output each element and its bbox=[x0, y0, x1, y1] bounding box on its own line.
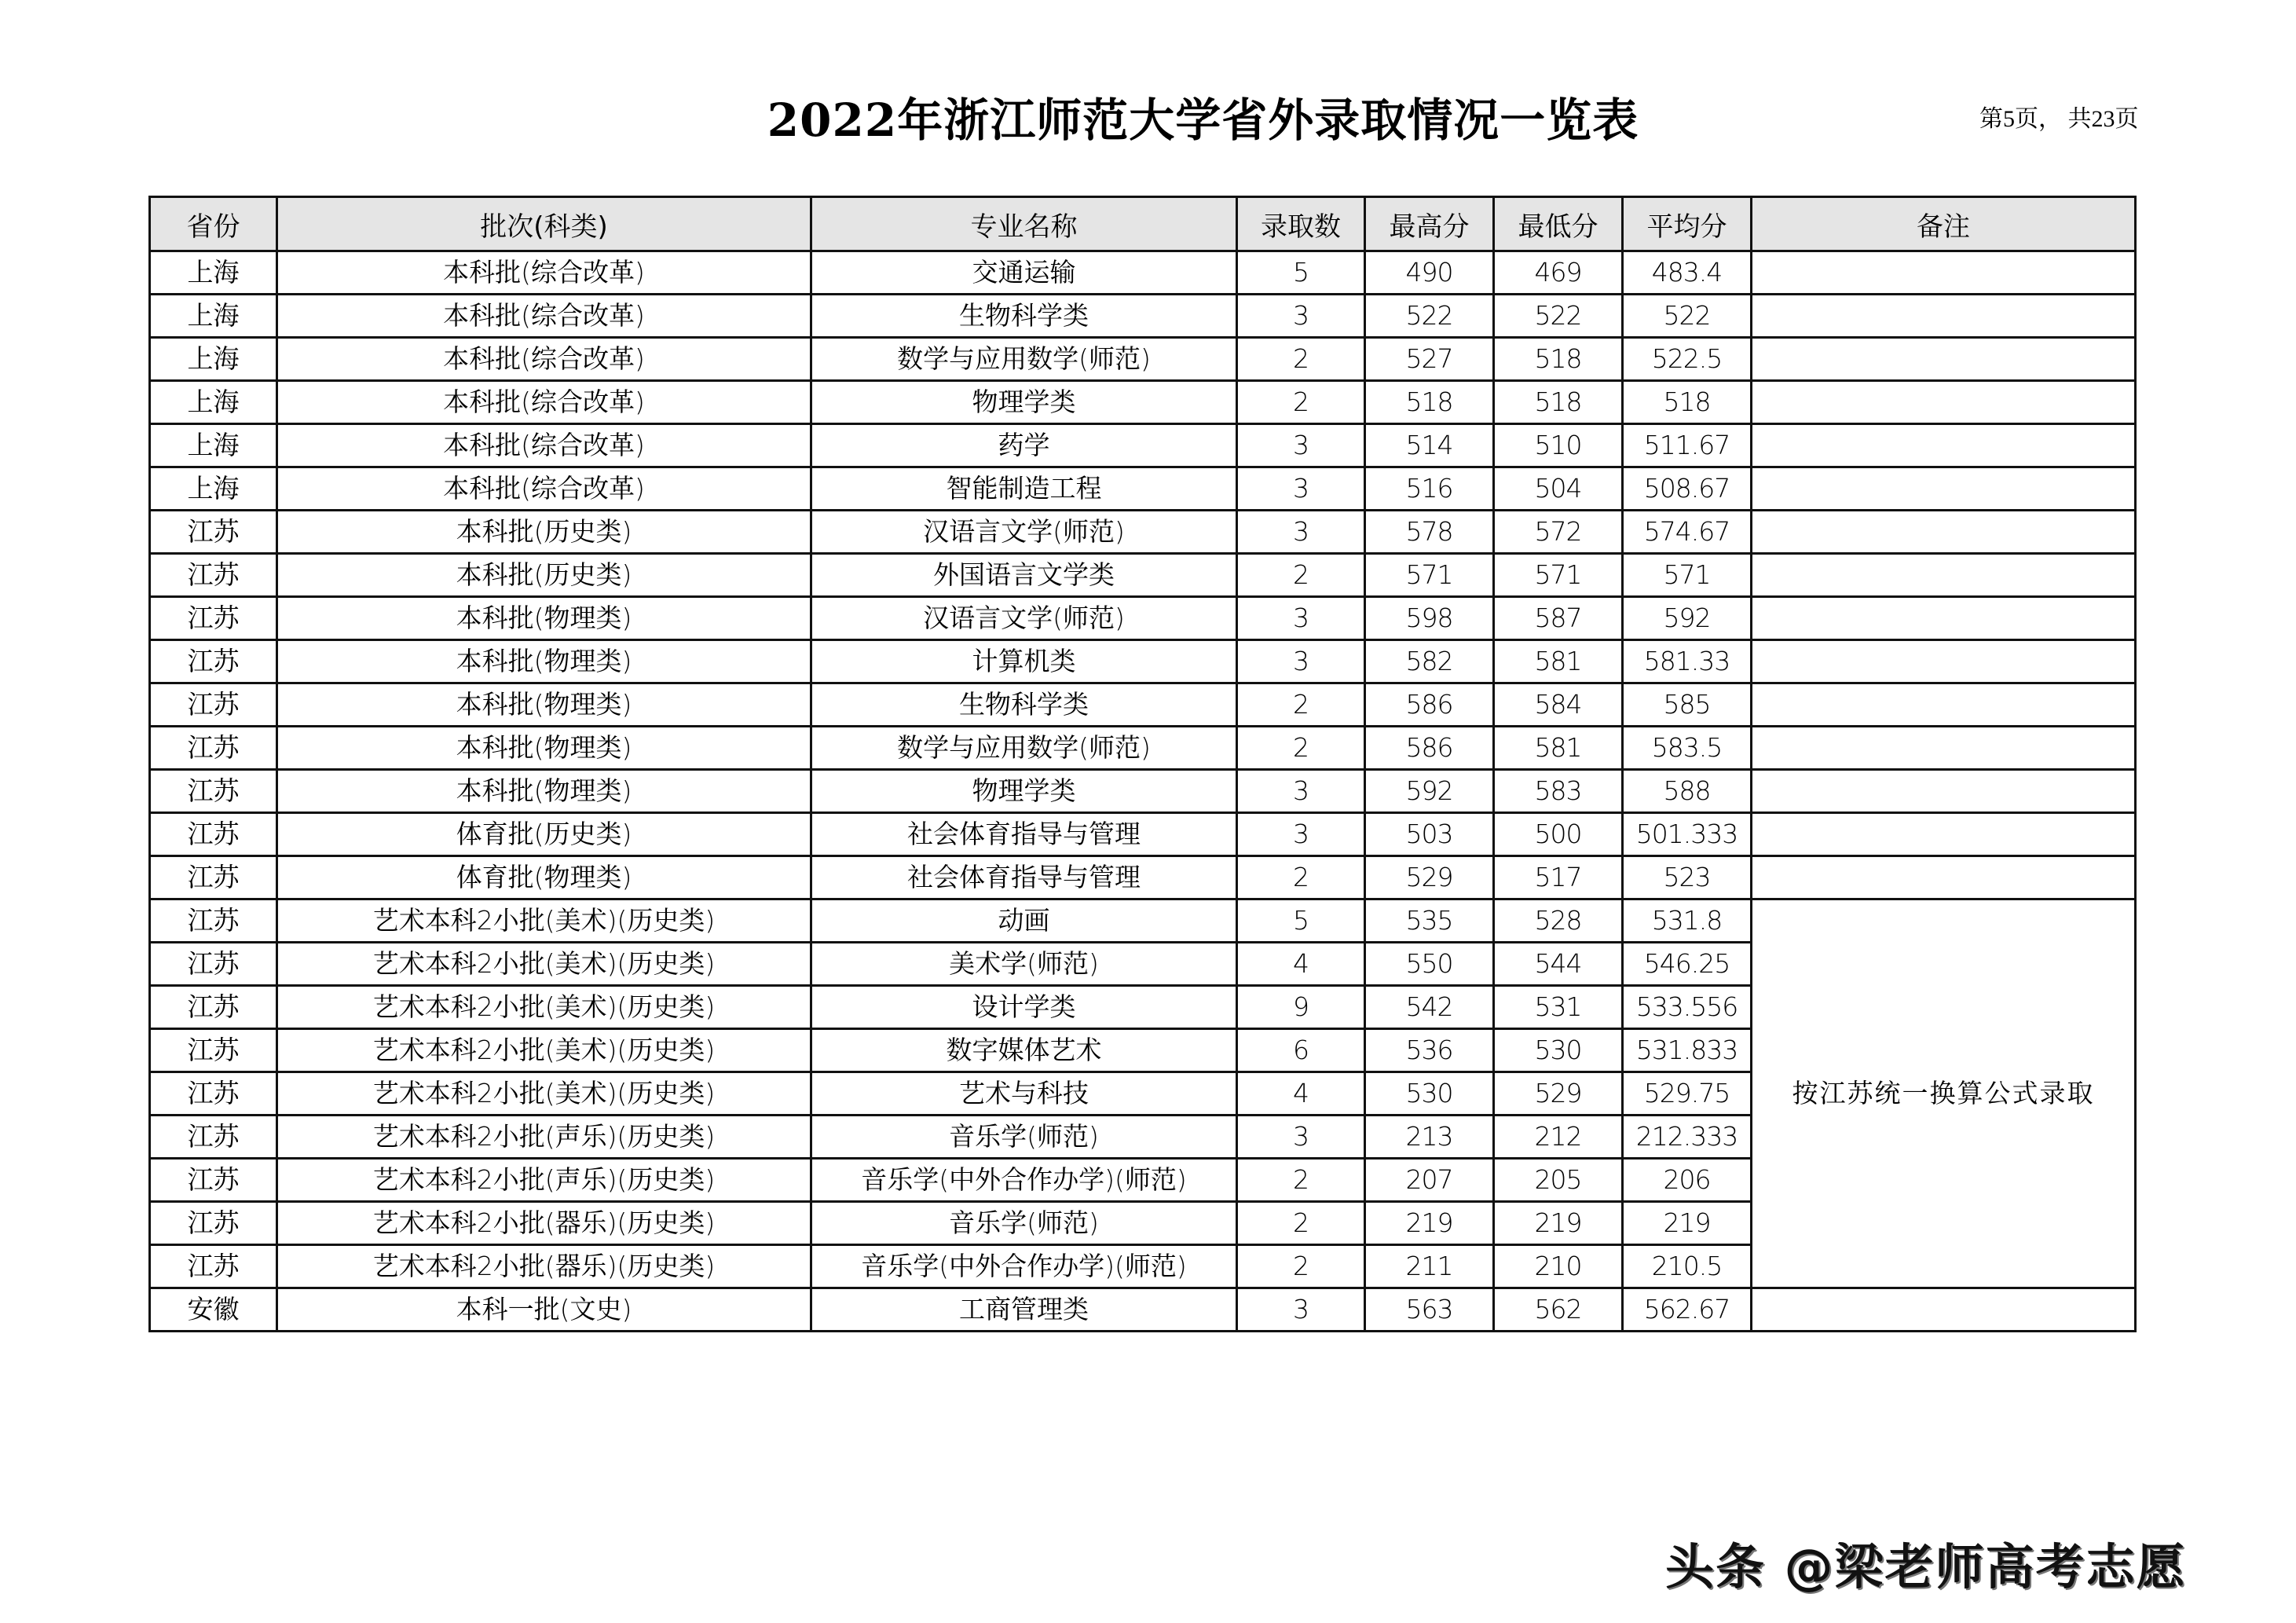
count-cell: 6 bbox=[1237, 1029, 1365, 1072]
remark-cell bbox=[1752, 424, 2136, 467]
table-body bbox=[150, 251, 2136, 1332]
province-cell: 江苏 bbox=[150, 511, 277, 554]
max-score-cell: 542 bbox=[1365, 986, 1494, 1029]
min-score-cell: 522 bbox=[1494, 295, 1623, 338]
header-remark: 备注 bbox=[1752, 197, 2136, 251]
batch-cell: 体育批(物理类) bbox=[277, 856, 811, 899]
avg-score-cell: 518 bbox=[1623, 381, 1752, 424]
max-score-cell: 529 bbox=[1365, 856, 1494, 899]
table-row bbox=[150, 813, 2136, 856]
avg-score-cell: 508.67 bbox=[1623, 467, 1752, 511]
table-row bbox=[150, 683, 2136, 727]
batch-cell: 本科批(综合改革) bbox=[277, 338, 811, 381]
remark-cell bbox=[1752, 683, 2136, 727]
major-cell: 社会体育指导与管理 bbox=[811, 813, 1237, 856]
table-row bbox=[150, 295, 2136, 338]
max-score-cell: 516 bbox=[1365, 467, 1494, 511]
province-cell: 江苏 bbox=[150, 597, 277, 640]
major-cell: 艺术与科技 bbox=[811, 1072, 1237, 1116]
max-score-cell: 571 bbox=[1365, 554, 1494, 597]
batch-cell: 艺术本科2小批(器乐)(历史类) bbox=[277, 1202, 811, 1245]
avg-score-cell: 588 bbox=[1623, 770, 1752, 813]
avg-score-cell: 592 bbox=[1623, 597, 1752, 640]
min-score-cell: 528 bbox=[1494, 899, 1623, 943]
min-score-cell: 581 bbox=[1494, 640, 1623, 683]
table-row bbox=[150, 597, 2136, 640]
min-score-cell: 504 bbox=[1494, 467, 1623, 511]
table-row bbox=[150, 899, 2136, 943]
batch-cell: 本科批(综合改革) bbox=[277, 467, 811, 511]
batch-cell: 体育批(历史类) bbox=[277, 813, 811, 856]
max-score-cell: 535 bbox=[1365, 899, 1494, 943]
max-score-cell: 503 bbox=[1365, 813, 1494, 856]
batch-cell: 本科批(综合改革) bbox=[277, 251, 811, 295]
province-cell: 上海 bbox=[150, 338, 277, 381]
batch-cell: 艺术本科2小批(美术)(历史类) bbox=[277, 986, 811, 1029]
batch-cell: 本科一批(文史) bbox=[277, 1288, 811, 1332]
major-cell: 计算机类 bbox=[811, 640, 1237, 683]
document-title: 2022年浙江师范大学省外录取情况一览表 bbox=[767, 93, 1639, 147]
avg-score-cell: 574.67 bbox=[1623, 511, 1752, 554]
count-cell: 2 bbox=[1237, 727, 1365, 770]
province-cell: 江苏 bbox=[150, 727, 277, 770]
header-batch: 批次(科类) bbox=[277, 197, 811, 251]
count-cell: 3 bbox=[1237, 1116, 1365, 1159]
min-score-cell: 219 bbox=[1494, 1202, 1623, 1245]
major-cell: 生物科学类 bbox=[811, 295, 1237, 338]
major-cell: 物理学类 bbox=[811, 381, 1237, 424]
batch-cell: 艺术本科2小批(声乐)(历史类) bbox=[277, 1159, 811, 1202]
batch-cell: 艺术本科2小批(美术)(历史类) bbox=[277, 1029, 811, 1072]
avg-score-cell: 219 bbox=[1623, 1202, 1752, 1245]
page-indicator: 第5页， 共23页 bbox=[1979, 106, 2139, 132]
batch-cell: 艺术本科2小批(美术)(历史类) bbox=[277, 1072, 811, 1116]
table-row bbox=[150, 511, 2136, 554]
province-cell: 上海 bbox=[150, 251, 277, 295]
header-major: 专业名称 bbox=[811, 197, 1237, 251]
min-score-cell: 518 bbox=[1494, 381, 1623, 424]
count-cell: 2 bbox=[1237, 683, 1365, 727]
table-row bbox=[150, 424, 2136, 467]
province-cell: 江苏 bbox=[150, 986, 277, 1029]
min-score-cell: 510 bbox=[1494, 424, 1623, 467]
batch-cell: 本科批(物理类) bbox=[277, 597, 811, 640]
min-score-cell: 581 bbox=[1494, 727, 1623, 770]
min-score-cell: 469 bbox=[1494, 251, 1623, 295]
max-score-cell: 586 bbox=[1365, 727, 1494, 770]
batch-cell: 本科批(综合改革) bbox=[277, 295, 811, 338]
major-cell: 药学 bbox=[811, 424, 1237, 467]
avg-score-cell: 210.5 bbox=[1623, 1245, 1752, 1288]
max-score-cell: 578 bbox=[1365, 511, 1494, 554]
count-cell: 3 bbox=[1237, 424, 1365, 467]
table-row bbox=[150, 1288, 2136, 1332]
count-cell: 3 bbox=[1237, 1288, 1365, 1332]
table-row bbox=[150, 770, 2136, 813]
count-cell: 3 bbox=[1237, 770, 1365, 813]
count-cell: 2 bbox=[1237, 554, 1365, 597]
major-cell: 智能制造工程 bbox=[811, 467, 1237, 511]
avg-score-cell: 585 bbox=[1623, 683, 1752, 727]
avg-score-cell: 501.333 bbox=[1623, 813, 1752, 856]
avg-score-cell: 581.33 bbox=[1623, 640, 1752, 683]
min-score-cell: 530 bbox=[1494, 1029, 1623, 1072]
max-score-cell: 530 bbox=[1365, 1072, 1494, 1116]
min-score-cell: 562 bbox=[1494, 1288, 1623, 1332]
count-cell: 2 bbox=[1237, 1245, 1365, 1288]
major-cell: 外国语言文学类 bbox=[811, 554, 1237, 597]
min-score-cell: 531 bbox=[1494, 986, 1623, 1029]
max-score-cell: 563 bbox=[1365, 1288, 1494, 1332]
max-score-cell: 518 bbox=[1365, 381, 1494, 424]
province-cell: 江苏 bbox=[150, 856, 277, 899]
major-cell: 物理学类 bbox=[811, 770, 1237, 813]
table-row bbox=[150, 338, 2136, 381]
max-score-cell: 514 bbox=[1365, 424, 1494, 467]
remark-cell bbox=[1752, 467, 2136, 511]
province-cell: 江苏 bbox=[150, 770, 277, 813]
min-score-cell: 500 bbox=[1494, 813, 1623, 856]
major-cell: 音乐学(师范) bbox=[811, 1116, 1237, 1159]
province-cell: 江苏 bbox=[150, 683, 277, 727]
min-score-cell: 210 bbox=[1494, 1245, 1623, 1288]
avg-score-cell: 531.833 bbox=[1623, 1029, 1752, 1072]
max-score-cell: 213 bbox=[1365, 1116, 1494, 1159]
batch-cell: 艺术本科2小批(美术)(历史类) bbox=[277, 899, 811, 943]
province-cell: 江苏 bbox=[150, 943, 277, 986]
remark-cell: 按江苏统一换算公式录取 bbox=[1752, 899, 2136, 1288]
major-cell: 设计学类 bbox=[811, 986, 1237, 1029]
avg-score-cell: 571 bbox=[1623, 554, 1752, 597]
major-cell: 数字媒体艺术 bbox=[811, 1029, 1237, 1072]
header-min-score: 最低分 bbox=[1494, 197, 1623, 251]
max-score-cell: 592 bbox=[1365, 770, 1494, 813]
avg-score-cell: 562.67 bbox=[1623, 1288, 1752, 1332]
max-score-cell: 219 bbox=[1365, 1202, 1494, 1245]
min-score-cell: 572 bbox=[1494, 511, 1623, 554]
remark-cell bbox=[1752, 1288, 2136, 1332]
batch-cell: 本科批(综合改革) bbox=[277, 424, 811, 467]
batch-cell: 本科批(综合改革) bbox=[277, 381, 811, 424]
remark-cell bbox=[1752, 813, 2136, 856]
major-cell: 数学与应用数学(师范) bbox=[811, 338, 1237, 381]
avg-score-cell: 523 bbox=[1623, 856, 1752, 899]
max-score-cell: 598 bbox=[1365, 597, 1494, 640]
max-score-cell: 207 bbox=[1365, 1159, 1494, 1202]
table-row bbox=[150, 381, 2136, 424]
avg-score-cell: 206 bbox=[1623, 1159, 1752, 1202]
batch-cell: 本科批(物理类) bbox=[277, 727, 811, 770]
province-cell: 江苏 bbox=[150, 1072, 277, 1116]
province-cell: 江苏 bbox=[150, 899, 277, 943]
count-cell: 3 bbox=[1237, 511, 1365, 554]
max-score-cell: 522 bbox=[1365, 295, 1494, 338]
major-cell: 生物科学类 bbox=[811, 683, 1237, 727]
max-score-cell: 527 bbox=[1365, 338, 1494, 381]
avg-score-cell: 533.556 bbox=[1623, 986, 1752, 1029]
batch-cell: 本科批(历史类) bbox=[277, 554, 811, 597]
avg-score-cell: 522 bbox=[1623, 295, 1752, 338]
remark-cell bbox=[1752, 856, 2136, 899]
remark-cell bbox=[1752, 597, 2136, 640]
remark-cell bbox=[1752, 511, 2136, 554]
province-cell: 江苏 bbox=[150, 554, 277, 597]
major-cell: 音乐学(中外合作办学)(师范) bbox=[811, 1159, 1237, 1202]
province-cell: 江苏 bbox=[150, 1029, 277, 1072]
count-cell: 5 bbox=[1237, 251, 1365, 295]
province-cell: 江苏 bbox=[150, 1116, 277, 1159]
table-header-row bbox=[150, 197, 2136, 251]
remark-cell bbox=[1752, 727, 2136, 770]
count-cell: 2 bbox=[1237, 338, 1365, 381]
admission-table bbox=[148, 196, 2137, 1332]
max-score-cell: 211 bbox=[1365, 1245, 1494, 1288]
max-score-cell: 582 bbox=[1365, 640, 1494, 683]
min-score-cell: 583 bbox=[1494, 770, 1623, 813]
batch-cell: 艺术本科2小批(美术)(历史类) bbox=[277, 943, 811, 986]
remark-cell bbox=[1752, 338, 2136, 381]
major-cell: 工商管理类 bbox=[811, 1288, 1237, 1332]
min-score-cell: 584 bbox=[1494, 683, 1623, 727]
count-cell: 5 bbox=[1237, 899, 1365, 943]
count-cell: 2 bbox=[1237, 381, 1365, 424]
count-cell: 3 bbox=[1237, 597, 1365, 640]
province-cell: 江苏 bbox=[150, 1245, 277, 1288]
remark-cell bbox=[1752, 295, 2136, 338]
count-cell: 3 bbox=[1237, 295, 1365, 338]
count-cell: 2 bbox=[1237, 856, 1365, 899]
max-score-cell: 490 bbox=[1365, 251, 1494, 295]
province-cell: 安徽 bbox=[150, 1288, 277, 1332]
count-cell: 3 bbox=[1237, 640, 1365, 683]
avg-score-cell: 546.25 bbox=[1623, 943, 1752, 986]
province-cell: 上海 bbox=[150, 424, 277, 467]
batch-cell: 艺术本科2小批(声乐)(历史类) bbox=[277, 1116, 811, 1159]
batch-cell: 艺术本科2小批(器乐)(历史类) bbox=[277, 1245, 811, 1288]
major-cell: 汉语言文学(师范) bbox=[811, 511, 1237, 554]
min-score-cell: 518 bbox=[1494, 338, 1623, 381]
major-cell: 汉语言文学(师范) bbox=[811, 597, 1237, 640]
major-cell: 音乐学(师范) bbox=[811, 1202, 1237, 1245]
count-cell: 9 bbox=[1237, 986, 1365, 1029]
min-score-cell: 544 bbox=[1494, 943, 1623, 986]
province-cell: 上海 bbox=[150, 381, 277, 424]
remark-cell bbox=[1752, 251, 2136, 295]
count-cell: 2 bbox=[1237, 1159, 1365, 1202]
min-score-cell: 205 bbox=[1494, 1159, 1623, 1202]
province-cell: 上海 bbox=[150, 295, 277, 338]
province-cell: 江苏 bbox=[150, 1202, 277, 1245]
avg-score-cell: 212.333 bbox=[1623, 1116, 1752, 1159]
header-avg-score: 平均分 bbox=[1623, 197, 1752, 251]
batch-cell: 本科批(物理类) bbox=[277, 683, 811, 727]
avg-score-cell: 583.5 bbox=[1623, 727, 1752, 770]
avg-score-cell: 483.4 bbox=[1623, 251, 1752, 295]
remark-cell bbox=[1752, 640, 2136, 683]
province-cell: 上海 bbox=[150, 467, 277, 511]
min-score-cell: 571 bbox=[1494, 554, 1623, 597]
major-cell: 社会体育指导与管理 bbox=[811, 856, 1237, 899]
avg-score-cell: 522.5 bbox=[1623, 338, 1752, 381]
header-count: 录取数 bbox=[1237, 197, 1365, 251]
header-max-score: 最高分 bbox=[1365, 197, 1494, 251]
watermark: 头条 @梁老师高考志愿 bbox=[1665, 1538, 2187, 1596]
province-cell: 江苏 bbox=[150, 640, 277, 683]
table-row bbox=[150, 554, 2136, 597]
count-cell: 2 bbox=[1237, 1202, 1365, 1245]
table-row bbox=[150, 467, 2136, 511]
province-cell: 江苏 bbox=[150, 1159, 277, 1202]
batch-cell: 本科批(历史类) bbox=[277, 511, 811, 554]
table-row bbox=[150, 640, 2136, 683]
avg-score-cell: 531.8 bbox=[1623, 899, 1752, 943]
avg-score-cell: 529.75 bbox=[1623, 1072, 1752, 1116]
batch-cell: 本科批(物理类) bbox=[277, 640, 811, 683]
min-score-cell: 529 bbox=[1494, 1072, 1623, 1116]
major-cell: 动画 bbox=[811, 899, 1237, 943]
min-score-cell: 212 bbox=[1494, 1116, 1623, 1159]
max-score-cell: 586 bbox=[1365, 683, 1494, 727]
batch-cell: 本科批(物理类) bbox=[277, 770, 811, 813]
major-cell: 数学与应用数学(师范) bbox=[811, 727, 1237, 770]
count-cell: 4 bbox=[1237, 1072, 1365, 1116]
remark-cell bbox=[1752, 770, 2136, 813]
province-cell: 江苏 bbox=[150, 813, 277, 856]
major-cell: 交通运输 bbox=[811, 251, 1237, 295]
count-cell: 4 bbox=[1237, 943, 1365, 986]
header-province: 省份 bbox=[150, 197, 277, 251]
max-score-cell: 550 bbox=[1365, 943, 1494, 986]
major-cell: 美术学(师范) bbox=[811, 943, 1237, 986]
table-row bbox=[150, 251, 2136, 295]
count-cell: 3 bbox=[1237, 467, 1365, 511]
min-score-cell: 587 bbox=[1494, 597, 1623, 640]
remark-cell bbox=[1752, 381, 2136, 424]
table-row bbox=[150, 856, 2136, 899]
table-row bbox=[150, 727, 2136, 770]
remark-cell bbox=[1752, 554, 2136, 597]
major-cell: 音乐学(中外合作办学)(师范) bbox=[811, 1245, 1237, 1288]
count-cell: 3 bbox=[1237, 813, 1365, 856]
avg-score-cell: 511.67 bbox=[1623, 424, 1752, 467]
max-score-cell: 536 bbox=[1365, 1029, 1494, 1072]
min-score-cell: 517 bbox=[1494, 856, 1623, 899]
